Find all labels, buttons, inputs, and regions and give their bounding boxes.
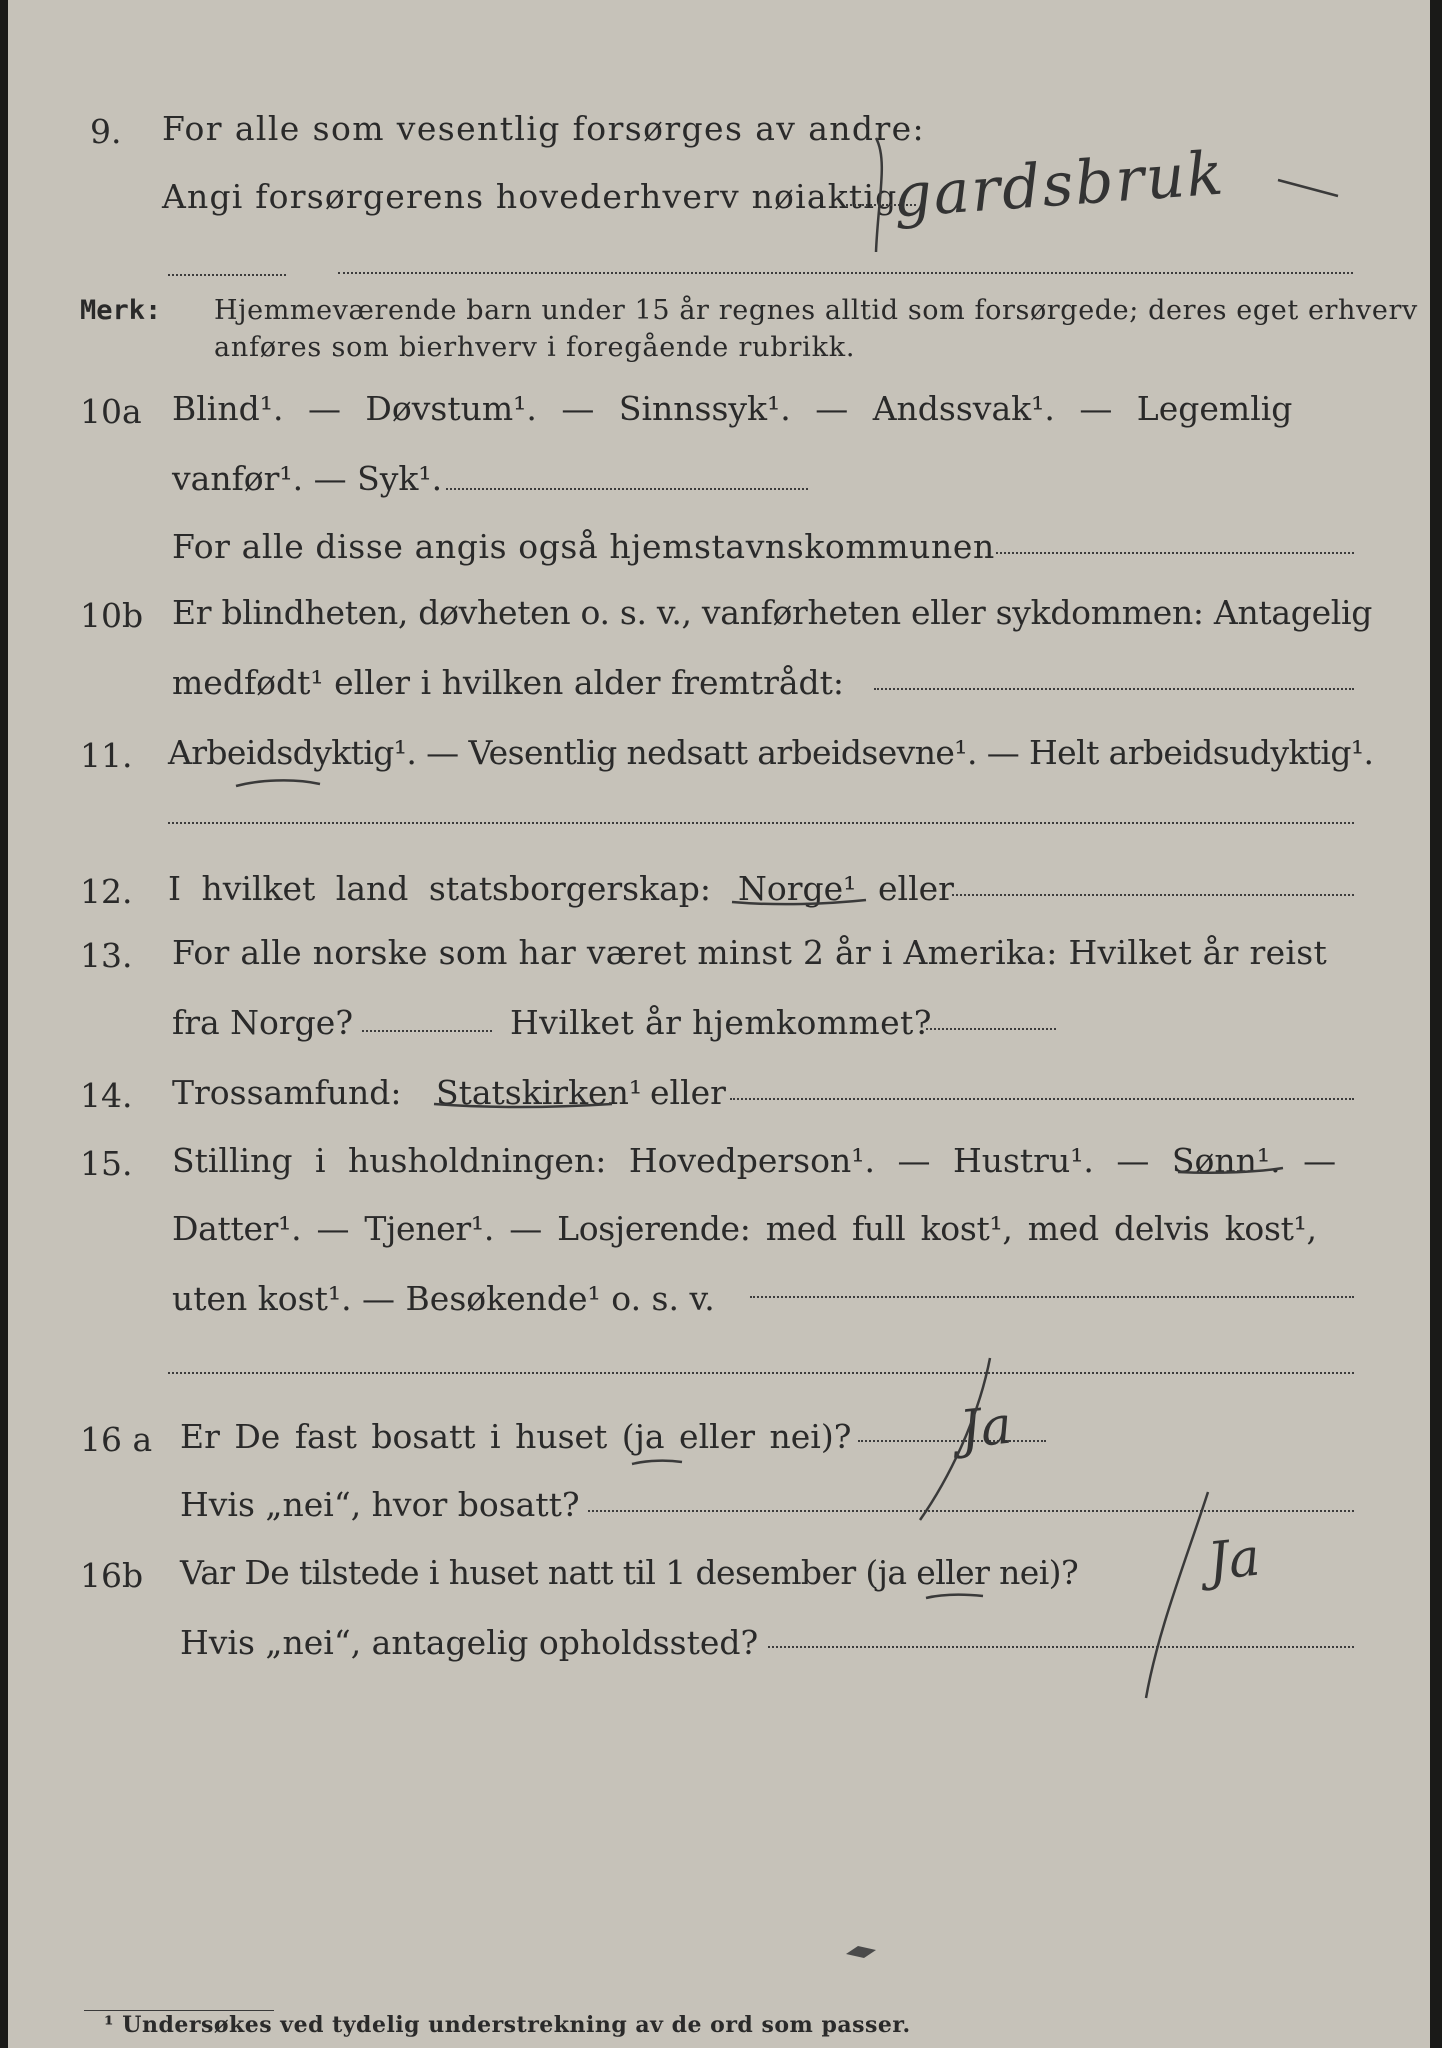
item-9-answer-tail xyxy=(1278,180,1338,196)
ink-blot xyxy=(846,1946,876,1958)
item-16b-number: 16b xyxy=(80,1556,144,1595)
item-15-line-2: Datter¹. — Tjener¹. — Losjerende: med full kost¹, med delvis kost¹, xyxy=(172,1209,1317,1248)
item-10a-number: 10a xyxy=(80,392,142,431)
item-14-option-eller: eller xyxy=(650,1073,726,1112)
norge-underline xyxy=(732,900,866,904)
item-13-departure-label: fra Norge? xyxy=(172,1003,354,1042)
item-13-number: 13. xyxy=(80,936,133,975)
item-16b-handwritten-answer: Ja xyxy=(1205,1527,1263,1593)
item-12-option-norge: Norge¹ xyxy=(738,869,857,908)
item-16b-question: Var De tilstede i huset natt til 1 desember (ja eller nei)? xyxy=(180,1553,1079,1592)
ja-underline-16b xyxy=(926,1595,983,1598)
item-10b-number: 10b xyxy=(80,596,144,635)
item-9-question: For alle som vesentlig forsørges av andre: xyxy=(162,109,926,148)
merk-line-2: anføres som bierhverv i foregående rubrikk. xyxy=(214,332,856,363)
census-form-page xyxy=(8,0,1430,2048)
item-16a-handwritten-answer: Ja xyxy=(957,1395,1015,1461)
merk-label: Merk: xyxy=(80,295,162,326)
item-16b-followup: Hvis „nei“, antagelig opholdssted? xyxy=(180,1623,759,1662)
item-9-occupation-label: Angi forsørgerens hovederhverv nøiaktig xyxy=(162,177,898,216)
item-16a-answer-stroke xyxy=(920,1358,990,1520)
item-11-number: 11. xyxy=(80,736,133,775)
item-10b-line-1: Er blindheten, døvheten o. s. v., vanførheten eller sykdommen: Antagelig xyxy=(172,593,1373,632)
item-13-return-label: Hvilket år hjemkommet? xyxy=(510,1003,932,1042)
item-11-line-1: Arbeidsdyktig¹. — Vesentlig nedsatt arbeidsevne¹. — Helt arbeidsudyktig¹. xyxy=(168,733,1374,772)
arbeidsdyktig-underline xyxy=(236,780,320,786)
item-10b-line-2: medfødt¹ eller i hvilken alder fremtrådt: xyxy=(172,663,845,702)
statskirken-underline xyxy=(434,1104,612,1107)
item-10a-line-2: vanfør¹. — Syk¹. xyxy=(172,459,443,498)
item-9-handwritten-answer: gardsbruk xyxy=(890,138,1228,232)
merk-line-1: Hjemmeværende barn under 15 år regnes alltid som forsørgede; deres eget erhverv xyxy=(214,295,1418,326)
item-16b-answer-stroke xyxy=(1146,1492,1208,1698)
sonn-underline xyxy=(1178,1168,1283,1173)
item-15-number: 15. xyxy=(80,1144,133,1183)
item-10a-line-3: For alle disse angis også hjemstavnskommunen xyxy=(172,527,995,566)
item-16a-number: 16 a xyxy=(80,1420,153,1459)
item-14-label: Trossamfund: xyxy=(172,1073,402,1112)
item-16a-question: Er De fast bosatt i huset (ja eller nei)? xyxy=(180,1417,852,1456)
item-13-line-1: For alle norske som har været minst 2 år i Amerika: Hvilket år reist xyxy=(172,933,1328,972)
item-9-answer-stroke xyxy=(876,138,882,252)
item-15-line-3: uten kost¹. — Besøkende¹ o. s. v. xyxy=(172,1279,715,1318)
handwriting-marks xyxy=(8,0,1430,2048)
item-12-number: 12. xyxy=(80,872,133,911)
item-9-number: 9. xyxy=(90,112,122,151)
ja-underline-16a xyxy=(632,1461,682,1464)
item-12-option-eller: eller xyxy=(878,869,954,908)
item-16a-followup: Hvis „nei“, hvor bosatt? xyxy=(180,1485,580,1524)
item-15-line-1: Stilling i husholdningen: Hovedperson¹. — Hustru¹. — Sønn¹. — xyxy=(172,1141,1337,1180)
footnote-text: ¹ Undersøkes ved tydelig understrekning av de ord som passer. xyxy=(104,2012,911,2038)
item-14-number: 14. xyxy=(80,1076,133,1115)
item-10a-line-1: Blind¹. — Døvstum¹. — Sinnssyk¹. — Andssvak¹. — Legemlig xyxy=(172,389,1293,428)
item-12-question: I hvilket land statsborgerskap: xyxy=(168,869,712,908)
item-14-option-statskirken: Statskirken¹ xyxy=(436,1073,643,1112)
